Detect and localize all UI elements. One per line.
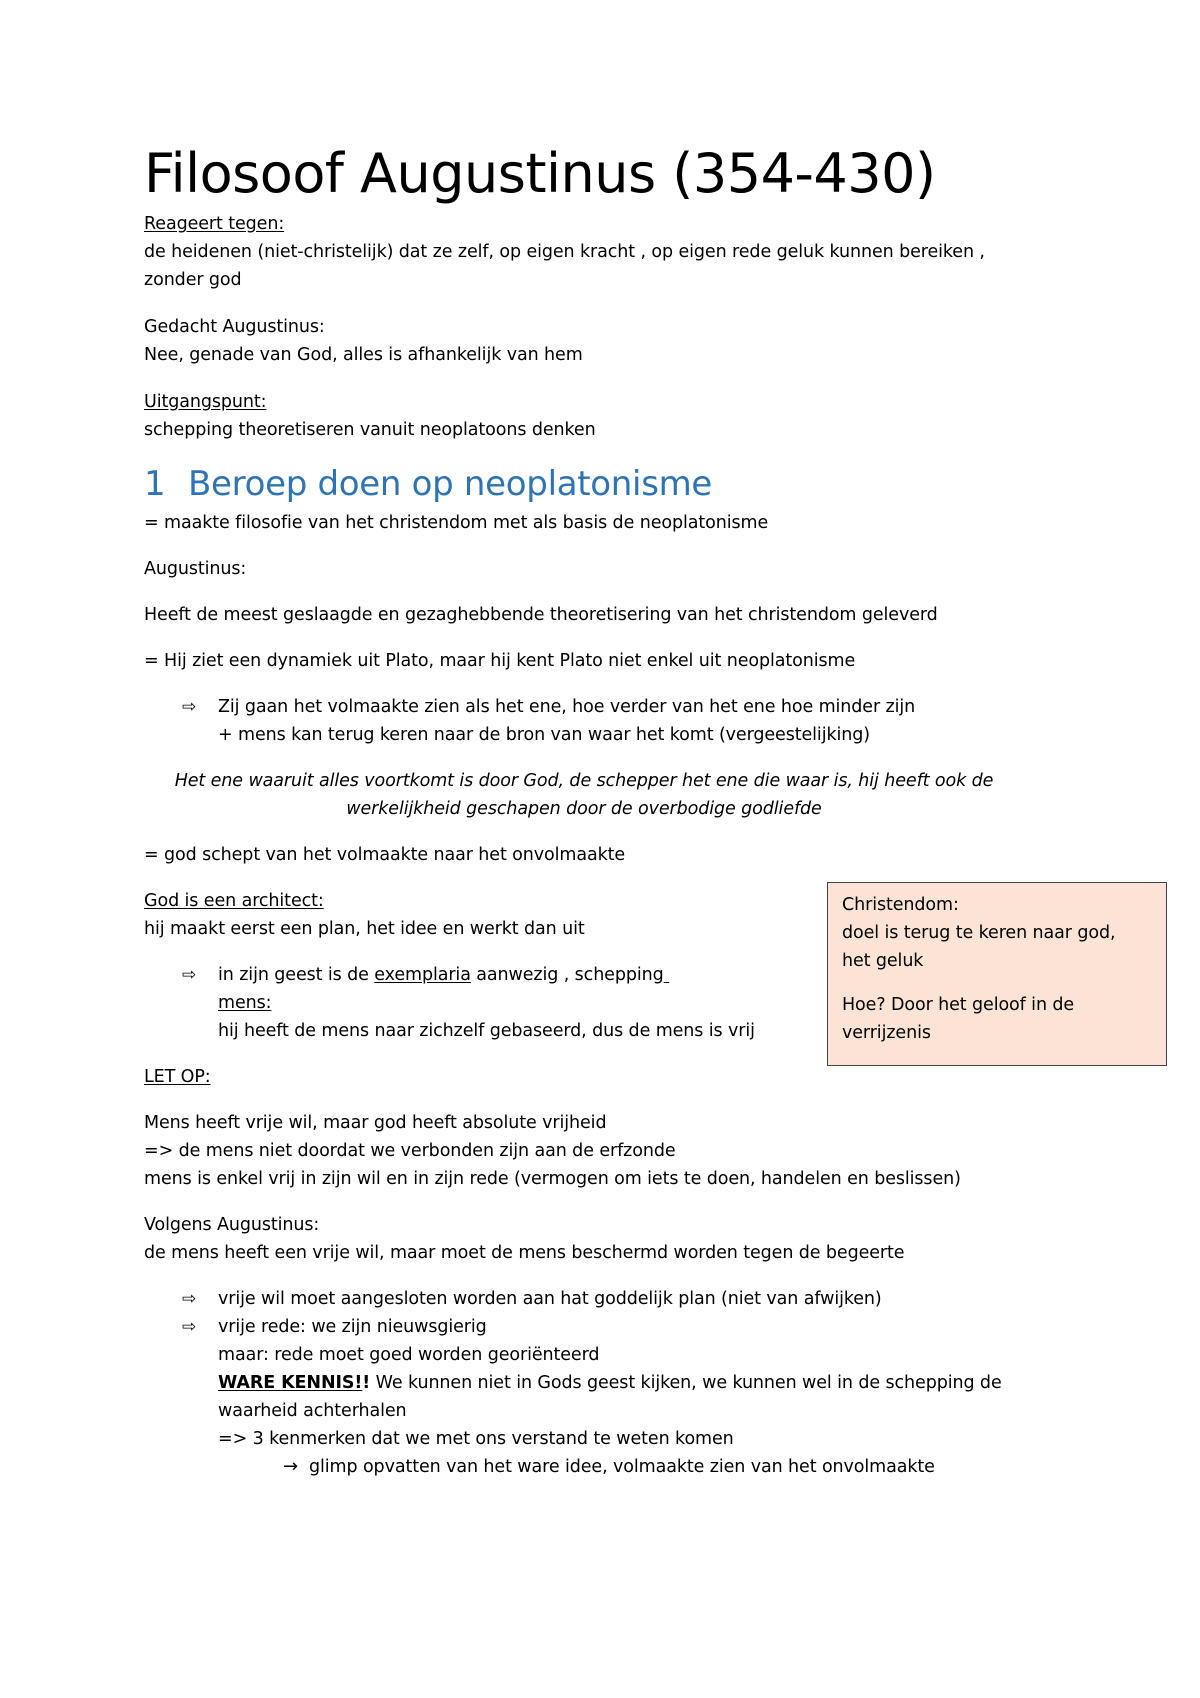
bullet-vrije-rede-line-4: waarheid achterhalen — [218, 1401, 407, 1421]
volgens-label: Volgens Augustinus: — [144, 1215, 320, 1235]
bullet-volmaakte-line-2: + mens kan terug keren naar de bron van waar het komt (vergeestelijking) — [218, 725, 870, 745]
outline-arrow-icon: ⇨ — [182, 965, 197, 985]
bullet-vrije-rede-line-5: => 3 kenmerken dat we met ons verstand te weten komen — [218, 1429, 734, 1449]
quote-line-1: Het ene waaruit alles voortkomt is door God, de schepper het ene die waar is, hij heeft ook de — [174, 771, 994, 791]
sidebox-line-3: Hoe? Door het geloof in de — [842, 995, 1075, 1015]
section-title: Beroep doen op neoplatonisme — [188, 464, 713, 504]
bullet-volmaakte-line-1: Zij gaan het volmaakte zien als het ene, hoe verder van het ene hoe minder zijn — [218, 697, 916, 717]
volgens-text: de mens heeft een vrije wil, maar moet de mens beschermd worden tegen de begeerte — [144, 1243, 905, 1263]
page-title: Filosoof Augustinus (354-430) — [144, 142, 936, 205]
letop-label: LET OP: — [144, 1067, 211, 1087]
gedacht-text: Nee, genade van God, alles is afhankelijk van hem — [144, 345, 583, 365]
bullet-vrije-rede-line-1: vrije rede: we zijn nieuwsgierig — [218, 1317, 487, 1337]
ware-kennis-rest: We kunnen niet in Gods geest kijken, we kunnen wel in de schepping de — [370, 1373, 1002, 1393]
reageert-line-1: de heidenen (niet-christelijk) dat ze zelf, op eigen kracht , op eigen rede geluk kunnen bereiken , — [144, 242, 985, 262]
outline-arrow-icon: ⇨ — [182, 1289, 197, 1309]
right-arrow-icon: → — [283, 1456, 299, 1477]
bullet-mens-text: hij heeft de mens naar zichzelf gebaseerd, dus de mens is vrij — [218, 1021, 755, 1041]
bullet-ware-kennis-line — [218, 1369, 1002, 1397]
sub-bullet-glimp: glimp opvatten van het ware idee, volmaakte zien van het onvolmaakte — [309, 1457, 935, 1477]
dynamiek-line: = Hij ziet een dynamiek uit Plato, maar hij kent Plato niet enkel uit neoplatonisme — [144, 651, 856, 671]
bullet-vrije-wil: vrije wil moet aangesloten worden aan hat goddelijk plan (niet van afwijken) — [218, 1289, 882, 1309]
architect-text: hij maakt eerst een plan, het idee en werkt dan uit — [144, 919, 585, 939]
uitgangspunt-label: Uitgangspunt: — [144, 392, 267, 412]
trailing-underline — [664, 965, 669, 985]
bullet-mens-label: mens: — [218, 993, 272, 1013]
section-heading — [144, 462, 712, 506]
christendom-textbox — [827, 882, 1167, 1066]
bullet-exemplaria-line — [218, 961, 669, 989]
vrijheid-line-2: => de mens niet doordat we verbonden zijn aan de erfzonde — [144, 1141, 676, 1161]
ware-kennis-exclamation: ! — [362, 1373, 371, 1393]
bullet-exemplaria-mid: aanwezig , schepping — [470, 965, 664, 985]
outline-arrow-icon: ⇨ — [182, 697, 197, 717]
augustinus-label: Augustinus: — [144, 559, 247, 579]
uitgangspunt-text: schepping theoretiseren vanuit neoplatoons denken — [144, 420, 596, 440]
sidebox-line-2: het geluk — [842, 951, 924, 971]
definition-line: = maakte filosofie van het christendom met als basis de neoplatonisme — [144, 513, 769, 533]
sidebox-label: Christendom: — [842, 895, 959, 915]
vrijheid-line-1: Mens heeft vrije wil, maar god heeft absolute vrijheid — [144, 1113, 607, 1133]
vrijheid-line-3: mens is enkel vrij in zijn wil en in zijn rede (vermogen om iets te doen, handelen en beslissen) — [144, 1169, 961, 1189]
architect-label: God is een architect: — [144, 891, 324, 911]
reageert-label: Reageert tegen: — [144, 214, 285, 234]
reageert-line-2: zonder god — [144, 270, 242, 290]
schept-line: = god schept van het volmaakte naar het onvolmaakte — [144, 845, 626, 865]
sidebox-line-4: verrijzenis — [842, 1023, 931, 1043]
bullet-vrije-rede-line-2: maar: rede moet goed worden georiënteerd — [218, 1345, 600, 1365]
sidebox-line-1: doel is terug te keren naar god, — [842, 923, 1116, 943]
gedacht-label: Gedacht Augustinus: — [144, 317, 325, 337]
geleverd-line: Heeft de meest geslaagde en gezaghebbende theoretisering van het christendom geleverd — [144, 605, 938, 625]
bullet-exemplaria-pre: in zijn geest is de — [218, 965, 375, 985]
outline-arrow-icon: ⇨ — [182, 1317, 197, 1337]
exemplaria-term: exemplaria — [374, 965, 471, 985]
ware-kennis-emphasis: WARE KENNIS! — [218, 1373, 363, 1393]
section-number: 1 — [144, 464, 166, 504]
quote-line-2: werkelijkheid geschapen door de overbodige godliefde — [346, 799, 822, 819]
